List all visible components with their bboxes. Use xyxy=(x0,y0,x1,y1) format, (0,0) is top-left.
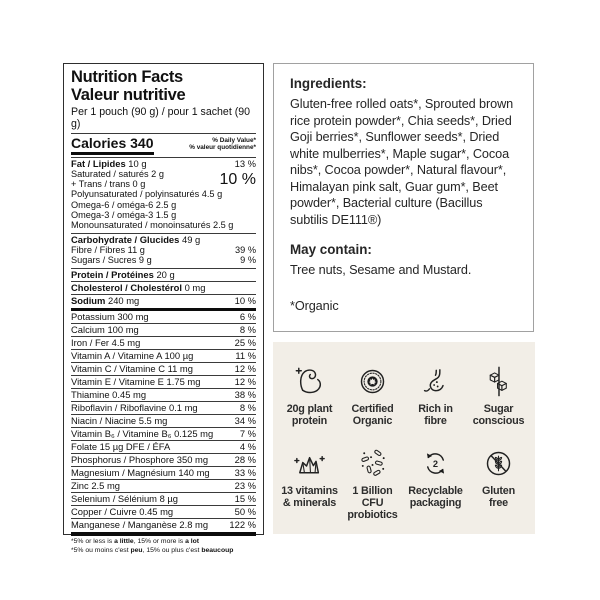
ingredients-panel xyxy=(273,63,534,332)
minerals-crystals-icon xyxy=(291,445,328,482)
sugar-cubes-icon xyxy=(480,363,517,400)
table-row xyxy=(71,336,256,349)
table-row-protein xyxy=(71,268,256,281)
table-row xyxy=(71,349,256,362)
nutrient-name: Vitamin E / Vitamine E 1.75 mg xyxy=(71,376,201,388)
table-row-saturated-trans xyxy=(71,170,256,190)
table-row xyxy=(71,362,256,375)
nutrient-pct: 10 % xyxy=(219,170,256,188)
nutrient-pct: 13 % xyxy=(234,158,256,169)
nutrition-title-fr: Valeur nutritive xyxy=(71,85,186,104)
nutrient-name: Niacin / Niacine 5.5 mg xyxy=(71,415,168,427)
nutrient-name: Sugars / Sucres 9 g xyxy=(71,254,152,265)
nutrient-name: Copper / Cuivre 0.45 mg xyxy=(71,506,174,518)
table-row xyxy=(71,479,256,492)
nutrient-name: Manganese / Manganèse 2.8 mg xyxy=(71,519,209,531)
calories-value: Calories 340 xyxy=(71,136,154,155)
nutrient-pct: 7 % xyxy=(239,428,256,440)
nutrient-name: Omega-3 / oméga-3 1.5 g xyxy=(71,209,177,220)
nutrient-name: Protein / Protéines xyxy=(71,268,154,280)
nutrition-title-en: Nutrition Facts xyxy=(71,68,183,86)
nutrient-name: Selenium / Sélénium 8 µg xyxy=(71,493,179,505)
footnotes xyxy=(71,538,256,555)
table-row xyxy=(71,323,256,336)
nutrient-pct: 15 % xyxy=(234,493,256,505)
nutrient-pct: 34 % xyxy=(234,415,256,427)
nutrient-pct: 25 % xyxy=(234,337,256,349)
table-row xyxy=(71,375,256,388)
nutrient-name: Thiamine 0.45 mg xyxy=(71,389,147,401)
organic-badge-icon xyxy=(354,363,391,400)
nutrient-name: Potassium 300 mg xyxy=(71,311,149,323)
footnote-fr: *5% ou moins c'est peu, 15% ou plus c'est beaucoup xyxy=(71,546,234,554)
table-row xyxy=(71,492,256,505)
nutrient-pct: 33 % xyxy=(234,467,256,479)
nutrition-facts-panel xyxy=(63,63,264,554)
feature-recyclable: 2 Recyclable packaging xyxy=(404,445,467,524)
nutrient-name: Phosphorus / Phosphore 350 mg xyxy=(71,454,209,466)
recycle-number: 2 xyxy=(432,458,439,469)
table-row xyxy=(71,427,256,440)
nutrient-pct: 10 % xyxy=(234,294,256,306)
feature-plant-protein: 20g plant protein xyxy=(278,363,341,430)
nutrient-pct: 39 % xyxy=(235,244,256,255)
nutrient-name: Vitamin B₆ / Vitamine B₆ 0.125 mg xyxy=(71,428,214,440)
nutrient-amount: 20 g xyxy=(153,268,175,280)
table-row xyxy=(71,518,256,531)
features-panel xyxy=(273,342,535,534)
ingredients-body: Gluten-free rolled oats*, Sprouted brown rice protein powder*, Chia seeds*, Dried Goji berries*, Sunflower seeds*, Dried white mulberries*, Maple sugar*, Cocoa nibs*, Cocoa powder*, Natural flavour*, Himalayan pink salt, Guar gum*, Beet powder*, Bacterial culture (Bacillus subtilis DE111®) xyxy=(290,97,514,227)
nutrient-name: Zinc 2.5 mg xyxy=(71,480,120,492)
nutrient-amount: 49 g xyxy=(179,233,201,245)
nutrient-name: Fibre / Fibres 11 g xyxy=(71,244,145,255)
nutrient-amount: 0 mg xyxy=(181,281,206,293)
footnote-en: *5% or less is a little, 15% or more is a lot xyxy=(71,538,200,546)
nutrient-name: Vitamin C / Vitamine C 11 mg xyxy=(71,363,193,375)
table-row xyxy=(71,505,256,518)
feature-vitamins-minerals: 13 vitamins & minerals xyxy=(278,445,341,524)
nutrient-name: Iron / Fer 4.5 mg xyxy=(71,337,141,349)
table-row xyxy=(71,466,256,479)
nutrient-pct: 12 % xyxy=(234,376,256,388)
daily-value-fr: % valeur quotidienne* xyxy=(189,144,256,152)
nutrient-pct: 6 % xyxy=(239,311,256,323)
table-row xyxy=(71,440,256,453)
nutrient-name: Calcium 100 mg xyxy=(71,324,139,336)
table-row-cholesterol xyxy=(71,281,256,294)
nutrient-name: Omega-6 / oméga-6 2.5 g xyxy=(71,199,177,210)
daily-value-header xyxy=(189,136,256,152)
nutrient-name: + Trans / trans 0 g xyxy=(71,178,146,189)
table-row xyxy=(71,414,256,427)
recycle-icon xyxy=(417,445,454,482)
nutrient-name: Monounsaturated / monoinsaturés 2.5 g xyxy=(71,220,234,231)
nutrient-name: Saturated / saturés 2 g xyxy=(71,169,164,179)
nutrient-name: Vitamin A / Vitamine A 100 µg xyxy=(71,350,194,362)
feature-sugar-conscious: Sugar conscious xyxy=(467,363,530,430)
nutrient-name: Carbohydrate / Glucides xyxy=(71,233,180,245)
ingredients-heading: Ingredients: xyxy=(290,76,367,91)
nutrient-pct: 50 % xyxy=(234,506,256,518)
nutrient-pct: 28 % xyxy=(234,454,256,466)
organic-note: *Organic xyxy=(290,298,339,313)
table-row xyxy=(71,453,256,466)
thick-divider xyxy=(71,532,256,536)
nutrient-name: Sodium xyxy=(71,294,106,306)
table-row-sugars xyxy=(71,256,256,268)
nutrient-pct: 11 % xyxy=(235,350,256,362)
table-row-sodium xyxy=(71,294,256,307)
may-contain-heading: May contain: xyxy=(290,242,372,257)
nutrient-name: Riboflavin / Riboflavine 0.1 mg xyxy=(71,402,198,414)
feature-certified-organic: Certified Organic xyxy=(341,363,404,430)
bicep-icon xyxy=(291,363,328,400)
table-row xyxy=(71,401,256,414)
feature-rich-in-fibre: Rich in fibre xyxy=(404,363,467,430)
table-row xyxy=(71,311,256,323)
nutrient-pct: 23 % xyxy=(234,480,256,492)
gluten-free-icon xyxy=(480,445,517,482)
nutrient-name: Fat / Lipides xyxy=(71,158,126,169)
nutrient-name: Polyunsaturated / polyinsaturés 4.5 g xyxy=(71,189,223,200)
table-row-carbohydrate xyxy=(71,233,256,246)
may-contain-body: Tree nuts, Sesame and Mustard. xyxy=(290,263,472,277)
daily-value-en: % Daily Value* xyxy=(212,137,256,144)
nutrient-name: Folate 15 µg DFE / ÉFA xyxy=(71,441,171,453)
nutrient-pct: 9 % xyxy=(240,254,256,265)
nutrient-name: Magnesium / Magnésium 140 mg xyxy=(71,467,210,479)
nutrient-pct: 8 % xyxy=(239,402,256,414)
feature-probiotics: 1 Billion CFU probiotics xyxy=(341,445,404,524)
serving-size: Per 1 pouch (90 g) / pour 1 sachet (90 g) xyxy=(71,106,256,134)
nutrient-pct: 38 % xyxy=(234,389,256,401)
nutrient-name: Cholesterol / Cholestérol xyxy=(71,281,182,293)
nutrient-amount: 10 g xyxy=(125,158,147,169)
nutrient-pct: 8 % xyxy=(239,324,256,336)
table-row xyxy=(71,388,256,401)
table-row-monounsaturated xyxy=(71,221,256,233)
nutrient-pct: 122 % xyxy=(229,519,256,531)
stomach-icon xyxy=(417,363,454,400)
nutrient-amount: 240 mg xyxy=(105,294,140,306)
feature-gluten-free: Gluten free xyxy=(467,445,530,524)
nutrient-pct: 4 % xyxy=(239,441,256,453)
nutrient-pct: 12 % xyxy=(234,363,256,375)
calories-row xyxy=(71,134,256,158)
probiotics-icon xyxy=(354,445,391,482)
